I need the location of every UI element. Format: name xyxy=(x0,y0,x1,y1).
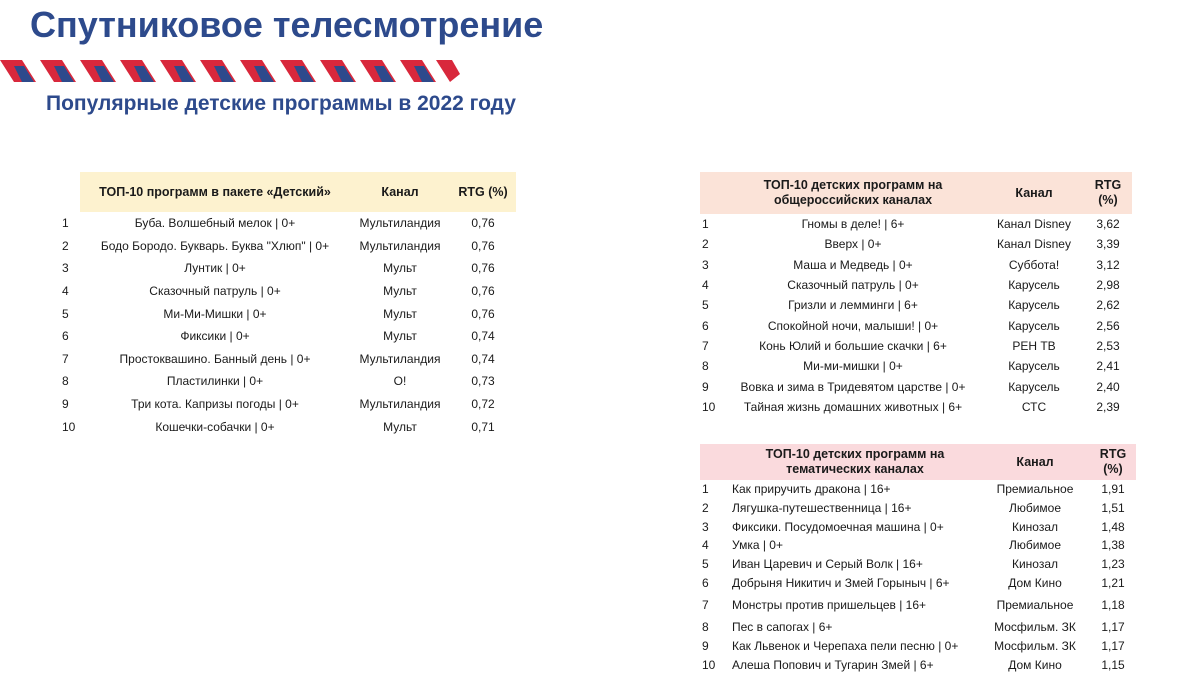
table-row xyxy=(60,348,516,371)
header-program xyxy=(730,444,980,480)
row-program: Простоквашино. Банный день | 0+ xyxy=(119,351,311,366)
table-row xyxy=(700,480,1136,499)
row-channel: Мультиландия xyxy=(359,351,441,366)
table-header-row xyxy=(60,172,516,212)
row-number: 4 xyxy=(62,284,69,299)
row-program: Монстры против пришельцев | 16+ xyxy=(732,598,927,613)
row-number: 8 xyxy=(62,374,69,389)
row-number: 9 xyxy=(702,639,709,654)
table-row xyxy=(60,302,516,325)
header-rtg: RTG (%) xyxy=(1084,172,1132,214)
row-rtg: 0,74 xyxy=(471,351,495,366)
table-thematic-channels xyxy=(700,444,1136,674)
row-channel: Любимое xyxy=(1008,501,1062,516)
row-channel: О! xyxy=(393,374,407,389)
header-number xyxy=(700,172,722,214)
header-program xyxy=(722,172,984,214)
row-number: 3 xyxy=(702,519,709,534)
row-rtg: 0,71 xyxy=(471,419,495,434)
table-row xyxy=(700,336,1132,356)
row-program: Лунтик | 0+ xyxy=(184,261,246,276)
table-row xyxy=(700,234,1132,254)
row-rtg: 0,72 xyxy=(471,397,495,412)
header-number xyxy=(700,444,730,480)
row-channel: Карусель xyxy=(1008,298,1060,313)
row-number: 5 xyxy=(702,298,709,313)
table-row xyxy=(60,280,516,303)
table-row xyxy=(700,376,1132,396)
row-number: 7 xyxy=(702,338,709,353)
row-rtg: 2,39 xyxy=(1096,399,1120,414)
row-channel: Канал Disney xyxy=(997,217,1071,232)
row-program: Ми-ми-мишки | 0+ xyxy=(803,359,903,374)
row-program: Сказочный патруль | 0+ xyxy=(149,284,281,299)
row-number: 2 xyxy=(62,238,69,253)
row-rtg: 1,18 xyxy=(1101,598,1125,613)
row-rtg: 3,62 xyxy=(1096,217,1120,232)
row-channel: Карусель xyxy=(1008,278,1060,293)
row-program: Алеша Попович и Тугарин Змей | 6+ xyxy=(732,657,934,672)
row-channel: Мульт xyxy=(383,419,417,434)
row-program: Кошечки-собачки | 0+ xyxy=(155,419,275,434)
row-program: Гномы в деле! | 6+ xyxy=(801,217,905,232)
row-channel: Кинозал xyxy=(1011,557,1059,572)
row-program: Спокойной ночи, малыши! | 0+ xyxy=(767,318,939,333)
row-number: 2 xyxy=(702,501,709,516)
table-row xyxy=(700,618,1136,637)
table-row xyxy=(700,275,1132,295)
header-rtg: RTG (%) xyxy=(1090,444,1136,480)
table-row xyxy=(700,397,1132,417)
row-program: Добрыня Никитич и Змей Горыныч | 6+ xyxy=(732,575,950,590)
table-row xyxy=(700,315,1132,335)
table-row xyxy=(700,536,1136,555)
row-rtg: 1,48 xyxy=(1101,519,1125,534)
row-rtg: 0,76 xyxy=(471,306,495,321)
row-rtg: 1,15 xyxy=(1101,657,1125,672)
row-rtg: 2,40 xyxy=(1096,379,1120,394)
table-row xyxy=(700,295,1132,315)
table-row xyxy=(700,573,1136,592)
row-number: 1 xyxy=(62,216,69,231)
row-rtg: 1,91 xyxy=(1101,482,1125,497)
row-rtg: 0,76 xyxy=(471,261,495,276)
header-rtg: RTG (%) xyxy=(450,172,516,212)
row-channel: Карусель xyxy=(1008,379,1060,394)
row-number: 4 xyxy=(702,278,709,293)
row-rtg: 2,53 xyxy=(1096,338,1120,353)
row-number: 5 xyxy=(702,557,709,572)
row-program: Три кота. Капризы погоды | 0+ xyxy=(131,397,299,412)
row-number: 6 xyxy=(62,329,69,344)
row-channel: Мосфильм. ЗК xyxy=(994,639,1076,654)
row-rtg: 1,51 xyxy=(1101,501,1125,516)
row-rtg: 3,39 xyxy=(1096,237,1120,252)
table-row xyxy=(700,637,1136,656)
row-number: 6 xyxy=(702,575,709,590)
table-row xyxy=(60,415,516,438)
row-number: 7 xyxy=(62,351,69,366)
table-row xyxy=(700,656,1136,675)
row-channel: Мульт xyxy=(383,261,417,276)
row-channel: СТС xyxy=(1021,399,1047,414)
table-row xyxy=(700,255,1132,275)
row-number: 3 xyxy=(702,257,709,272)
row-program: Конь Юлий и большие скачки | 6+ xyxy=(759,338,947,353)
row-program: Иван Царевич и Серый Волк | 16+ xyxy=(732,557,923,572)
decorative-stripes xyxy=(0,60,460,82)
table-header-row xyxy=(700,444,1136,480)
row-rtg: 2,56 xyxy=(1096,318,1120,333)
row-channel: РЕН ТВ xyxy=(1012,338,1056,353)
header-program-line2: общероссийских каналах xyxy=(773,193,933,207)
table-row xyxy=(60,370,516,393)
row-number: 10 xyxy=(702,399,716,414)
row-program: Пес в сапогах | 6+ xyxy=(732,620,833,635)
row-program: Пластилинки | 0+ xyxy=(166,374,264,389)
row-rtg: 2,62 xyxy=(1096,298,1120,313)
row-program: Фиксики | 0+ xyxy=(180,329,250,344)
table-row xyxy=(60,325,516,348)
table-row xyxy=(60,257,516,280)
table-row xyxy=(700,214,1132,234)
table-row xyxy=(700,592,1136,618)
row-number: 6 xyxy=(702,318,709,333)
row-number: 8 xyxy=(702,359,709,374)
row-program: Сказочный патруль | 0+ xyxy=(787,278,919,293)
row-channel: Премиальное xyxy=(996,482,1074,497)
row-program: Ми-Ми-Мишки | 0+ xyxy=(163,306,267,321)
row-program: Буба. Волшебный мелок | 0+ xyxy=(134,216,296,231)
row-channel: Кинозал xyxy=(1011,519,1059,534)
row-rtg: 0,74 xyxy=(471,329,495,344)
page-title: Спутниковое телесмотрение xyxy=(30,4,544,45)
row-channel: Дом Кино xyxy=(1008,657,1062,672)
header-channel: Канал xyxy=(350,172,450,212)
row-channel: Мосфильм. ЗК xyxy=(994,620,1076,635)
row-channel: Мульт xyxy=(383,329,417,344)
row-program: Бодо Бородо. Букварь. Буква "Хлюп" | 0+ xyxy=(100,238,330,253)
table-row xyxy=(60,393,516,416)
row-program: Вовка и зима в Тридевятом царстве | 0+ xyxy=(740,379,966,394)
table-federal-channels xyxy=(700,172,1132,417)
row-rtg: 2,98 xyxy=(1096,278,1120,293)
row-rtg: 1,38 xyxy=(1101,538,1125,553)
row-program: Умка | 0+ xyxy=(732,538,783,553)
row-channel: Мультиландия xyxy=(359,238,441,253)
row-rtg: 1,23 xyxy=(1101,557,1125,572)
row-program: Лягушка-путешественница | 16+ xyxy=(732,501,912,516)
row-number: 8 xyxy=(702,620,709,635)
row-number: 3 xyxy=(62,261,69,276)
row-number: 4 xyxy=(702,538,709,553)
row-channel: Любимое xyxy=(1008,538,1062,553)
row-channel: Мультиландия xyxy=(359,397,441,412)
row-rtg: 0,76 xyxy=(471,216,495,231)
row-channel: Карусель xyxy=(1008,318,1060,333)
row-channel: Канал Disney xyxy=(997,237,1071,252)
table-row xyxy=(700,356,1132,376)
row-channel: Карусель xyxy=(1008,359,1060,374)
row-rtg: 1,21 xyxy=(1101,575,1125,590)
row-rtg: 1,17 xyxy=(1101,620,1125,635)
row-number: 1 xyxy=(702,482,709,497)
row-channel: Премиальное xyxy=(996,598,1074,613)
row-number: 9 xyxy=(62,397,69,412)
row-channel: Мульт xyxy=(383,306,417,321)
header-program-line2: тематических каналах xyxy=(786,462,924,476)
row-program: Как приручить дракона | 16+ xyxy=(732,482,891,497)
row-number: 1 xyxy=(702,217,709,232)
row-number: 10 xyxy=(702,657,716,672)
row-program: Тайная жизнь домашних животных | 6+ xyxy=(743,399,963,414)
row-rtg: 2,41 xyxy=(1096,359,1120,374)
row-program: Вверх | 0+ xyxy=(824,237,882,252)
table-row xyxy=(60,212,516,235)
row-channel: Дом Кино xyxy=(1008,575,1062,590)
table-header-row xyxy=(700,172,1132,214)
row-channel: Мульт xyxy=(383,284,417,299)
row-program: Фиксики. Посудомоечная машина | 0+ xyxy=(732,519,944,534)
page-subtitle: Популярные детские программы в 2022 году xyxy=(46,92,516,115)
row-program: Гризли и лемминги | 6+ xyxy=(788,298,918,313)
row-rtg: 0,76 xyxy=(471,238,495,253)
header-program-line1: ТОП-10 детских программ на xyxy=(763,178,943,192)
table-kids-package xyxy=(60,172,516,438)
row-number: 5 xyxy=(62,306,69,321)
row-rtg: 3,12 xyxy=(1096,257,1120,272)
row-rtg: 1,17 xyxy=(1101,639,1125,654)
row-number: 10 xyxy=(62,419,76,434)
table-row xyxy=(60,235,516,258)
stripe-red-12 xyxy=(436,60,460,82)
header-channel: Канал xyxy=(980,444,1090,480)
row-program: Маша и Медведь | 0+ xyxy=(793,257,913,272)
header-program-line1: ТОП-10 детских программ на xyxy=(765,447,945,461)
row-number: 7 xyxy=(702,598,709,613)
row-rtg: 0,73 xyxy=(471,374,495,389)
row-number: 2 xyxy=(702,237,709,252)
row-program: Как Львенок и Черепаха пели песню | 0+ xyxy=(732,639,959,654)
header-program: ТОП-10 программ в пакете «Детский» xyxy=(80,172,350,212)
row-channel: Мультиландия xyxy=(359,216,441,231)
header-number xyxy=(60,172,80,212)
header-channel: Канал xyxy=(984,172,1084,214)
row-rtg: 0,76 xyxy=(471,284,495,299)
table-row xyxy=(700,517,1136,536)
row-channel: Суббота! xyxy=(1008,257,1060,272)
row-number: 9 xyxy=(702,379,709,394)
table-row xyxy=(700,555,1136,574)
table-row xyxy=(700,499,1136,518)
